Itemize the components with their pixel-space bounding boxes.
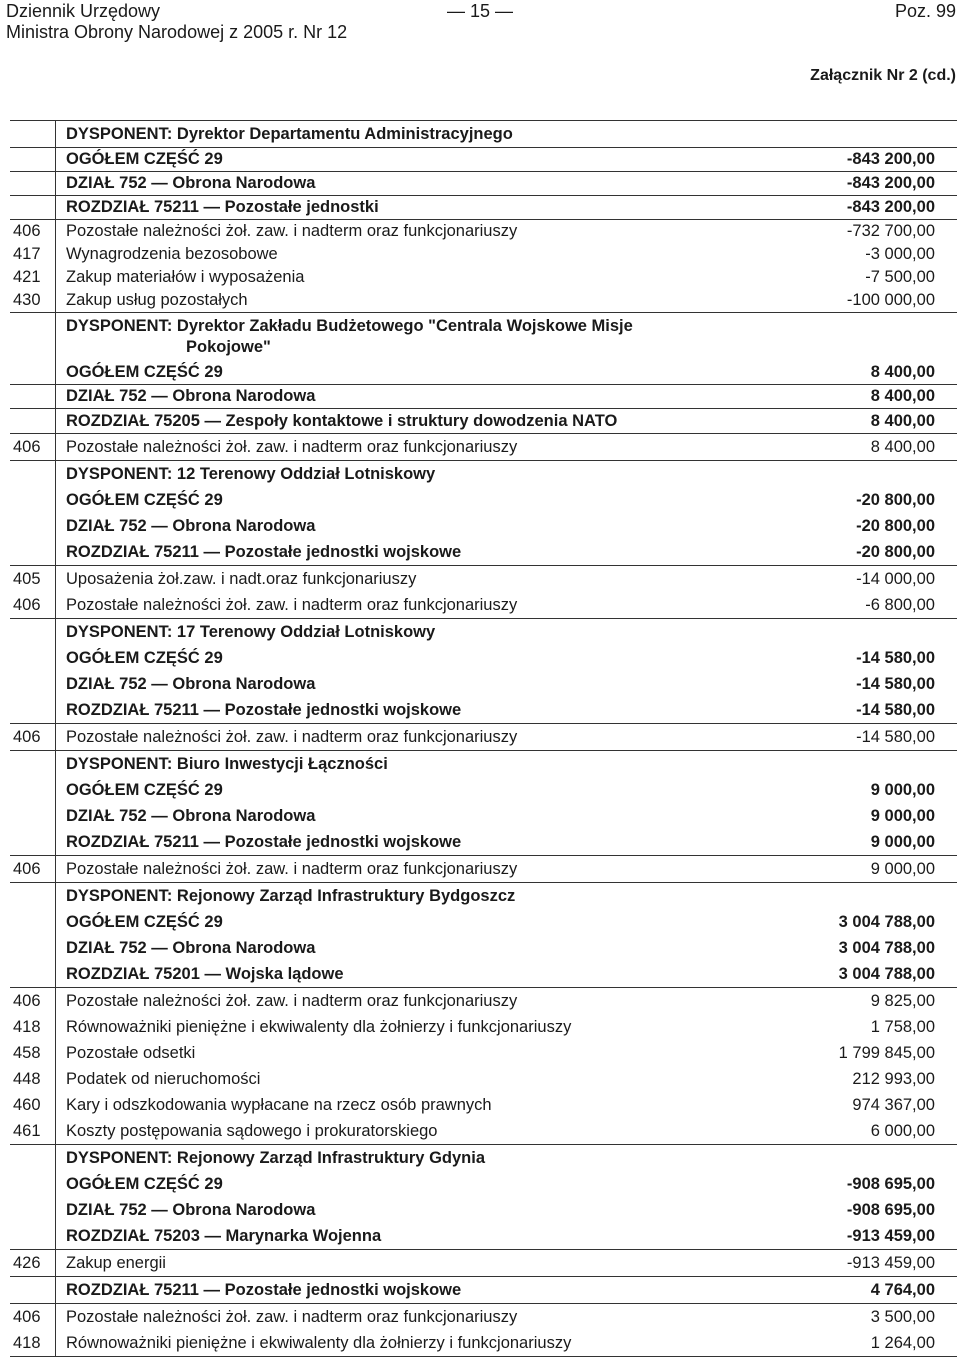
row-name: Pozostałe należności żoł. zaw. i nadterm oraz funkcjonariuszy	[66, 727, 518, 746]
row-amount: 1 264,00	[870, 1333, 935, 1352]
table-row	[10, 243, 957, 266]
row-amount: -20 800,00	[856, 542, 935, 561]
row-amount: 8 400,00	[870, 363, 935, 381]
row-code: 406	[13, 727, 41, 746]
row-name: Pozostałe należności żoł. zaw. i nadterm oraz funkcjonariuszy	[66, 437, 518, 456]
table-heading-row	[10, 361, 957, 384]
table-heading-row	[10, 1223, 957, 1249]
row-code: 458	[13, 1043, 41, 1062]
row-amount: 9 000,00	[870, 832, 935, 851]
row-amount: -908 695,00	[846, 1200, 935, 1219]
table-heading-row	[10, 1276, 957, 1303]
row-name: Pozostałe należności żoł. zaw. i nadterm oraz funkcjonariuszy	[66, 222, 518, 240]
row-name: Koszty postępowania sądowego i prokuratorskiego	[66, 1121, 438, 1140]
table-heading-row	[10, 384, 957, 408]
row-name: DYSPONENT: Dyrektor Departamentu Administracyjnego	[66, 124, 513, 143]
table-row	[10, 1040, 957, 1066]
row-name: ROZDZIAŁ 75211 — Pozostałe jednostki	[66, 198, 379, 216]
table-heading-row	[10, 1171, 957, 1197]
table-heading-row	[10, 618, 957, 645]
table-heading-row	[10, 147, 957, 171]
row-code: 430	[13, 291, 41, 309]
row-name: DZIAŁ 752 — Obrona Narodowa	[66, 938, 316, 957]
attachment-label: Załącznik Nr 2 (cd.)	[810, 67, 956, 84]
row-name: DZIAŁ 752 — Obrona Narodowa	[66, 516, 316, 535]
row-amount: 1 758,00	[870, 1017, 935, 1036]
row-name: DZIAŁ 752 — Obrona Narodowa	[66, 806, 316, 825]
table-heading-row	[10, 803, 957, 829]
table-heading-row	[10, 777, 957, 803]
row-name: Podatek od nieruchomości	[66, 1069, 261, 1088]
row-amount: -100 000,00	[846, 291, 935, 309]
table-heading-row	[10, 195, 957, 219]
table-heading-row	[10, 121, 957, 147]
row-name: ROZDZIAŁ 75211 — Pozostałe jednostki wojskowe	[66, 832, 462, 851]
table-heading-row	[10, 408, 957, 433]
page-number: — 15 —	[446, 1, 514, 21]
row-name: DZIAŁ 752 — Obrona Narodowa	[66, 1200, 316, 1219]
row-code: 406	[13, 991, 41, 1010]
row-amount: -14 580,00	[856, 700, 935, 719]
row-code: 417	[13, 245, 41, 263]
row-amount: -843 200,00	[846, 198, 935, 216]
row-name: ROZDZIAŁ 75201 — Wojska lądowe	[66, 964, 344, 983]
row-amount: 8 400,00	[870, 411, 935, 430]
row-name: DYSPONENT: 17 Terenowy Oddział Lotniskowy	[66, 622, 436, 641]
journal-title: Dziennik Urzędowy	[6, 1, 161, 21]
row-amount: -7 500,00	[865, 268, 935, 286]
row-name-line2: Pokojowe"	[186, 338, 271, 356]
row-name: OGÓŁEM CZĘŚĆ 29	[66, 648, 223, 667]
row-code: 460	[13, 1095, 41, 1114]
row-name: OGÓŁEM CZĘŚĆ 29	[66, 150, 223, 168]
row-amount: 8 400,00	[870, 437, 935, 456]
row-name: Równoważniki pieniężne i ekwiwalenty dla żołnierzy i funkcjonariuszy	[66, 1017, 572, 1036]
row-amount: -843 200,00	[846, 174, 935, 192]
row-amount: 212 993,00	[852, 1069, 935, 1088]
row-amount: -913 459,00	[846, 1226, 935, 1245]
row-amount: -843 200,00	[846, 150, 935, 168]
row-code: 406	[13, 595, 41, 614]
table-heading-row	[10, 697, 957, 723]
table-row	[10, 1092, 957, 1118]
table-heading-row	[10, 750, 957, 777]
row-amount: -20 800,00	[856, 516, 935, 535]
journal-subtitle: Ministra Obrony Narodowej z 2005 r. Nr 12	[6, 22, 348, 42]
row-name: ROZDZIAŁ 75203 — Marynarka Wojenna	[66, 1226, 382, 1245]
table-heading-row	[10, 460, 957, 487]
row-amount: 974 367,00	[852, 1095, 935, 1114]
row-amount: -913 459,00	[846, 1253, 935, 1272]
row-name: ROZDZIAŁ 75211 — Pozostałe jednostki wojskowe	[66, 542, 462, 561]
row-name: OGÓŁEM CZĘŚĆ 29	[66, 490, 223, 509]
row-name: OGÓŁEM CZĘŚĆ 29	[66, 912, 223, 931]
row-name: DZIAŁ 752 — Obrona Narodowa	[66, 674, 316, 693]
table-row	[10, 433, 957, 460]
table-heading-row	[10, 935, 957, 961]
row-amount: 9 000,00	[870, 780, 935, 799]
row-name: Pozostałe odsetki	[66, 1043, 196, 1062]
table-row	[10, 987, 957, 1014]
table-heading-row	[10, 1144, 957, 1171]
row-name: DYSPONENT: Rejonowy Zarząd Infrastruktury Bydgoszcz	[66, 886, 516, 905]
table-heading-row	[10, 961, 957, 987]
table-row	[10, 289, 957, 312]
row-amount: 6 000,00	[870, 1121, 935, 1140]
row-amount: 9 000,00	[870, 859, 935, 878]
row-code: 405	[13, 569, 41, 588]
table-heading-row	[10, 909, 957, 935]
row-amount: -908 695,00	[846, 1174, 935, 1193]
row-amount: -14 000,00	[856, 569, 935, 588]
row-code: 406	[13, 437, 41, 456]
row-name-line1: DYSPONENT: Dyrektor Zakładu Budżetowego "Centrala Wojskowe Misje	[66, 317, 633, 335]
row-amount: 1 799 845,00	[838, 1043, 935, 1062]
row-name: DYSPONENT: Biuro Inwestycji Łączności	[66, 754, 388, 773]
row-amount: 4 764,00	[870, 1280, 935, 1299]
row-amount: -20 800,00	[856, 490, 935, 509]
table-heading-row	[10, 645, 957, 671]
row-amount: 9 000,00	[870, 806, 935, 825]
table-row	[10, 1066, 957, 1092]
row-name: DZIAŁ 752 — Obrona Narodowa	[66, 387, 316, 405]
row-name: DYSPONENT: Rejonowy Zarząd Infrastruktury Gdynia	[66, 1148, 485, 1167]
table-heading-row	[10, 513, 957, 539]
row-name: Zakup usług pozostałych	[66, 291, 248, 309]
row-amount: -6 800,00	[865, 595, 935, 614]
row-name	[56, 316, 705, 358]
row-name: Pozostałe należności żoł. zaw. i nadterm oraz funkcjonariuszy	[66, 1307, 518, 1326]
table-row	[10, 219, 957, 243]
table-row	[10, 723, 957, 750]
budget-table	[10, 120, 957, 1357]
row-code: 406	[13, 859, 41, 878]
row-name: Uposażenia żoł.zaw. i nadt.oraz funkcjonariuszy	[66, 569, 417, 588]
table-row	[10, 855, 957, 882]
row-name: ROZDZIAŁ 75211 — Pozostałe jednostki wojskowe	[66, 1280, 462, 1299]
row-amount: -14 580,00	[856, 674, 935, 693]
row-amount: 8 400,00	[870, 387, 935, 405]
row-name: Pozostałe należności żoł. zaw. i nadterm oraz funkcjonariuszy	[66, 595, 518, 614]
row-code: 418	[13, 1017, 41, 1036]
row-code: 418	[13, 1333, 41, 1352]
row-name: Pozostałe należności żoł. zaw. i nadterm oraz funkcjonariuszy	[66, 859, 518, 878]
row-amount: 3 500,00	[870, 1307, 935, 1326]
table-heading-row	[10, 539, 957, 565]
row-name: Wynagrodzenia bezosobowe	[66, 245, 278, 263]
row-amount: 3 004 788,00	[838, 938, 935, 957]
row-amount: -14 580,00	[856, 727, 935, 746]
table-row	[10, 1330, 957, 1356]
row-amount: -3 000,00	[865, 245, 935, 263]
row-name: DYSPONENT: 12 Terenowy Oddział Lotniskowy	[66, 464, 436, 483]
row-name: OGÓŁEM CZĘŚĆ 29	[66, 780, 223, 799]
table-heading-row	[10, 882, 957, 909]
table-heading-row	[10, 671, 957, 697]
table-row	[10, 592, 957, 618]
table-heading-row	[10, 312, 957, 361]
table-row	[10, 266, 957, 289]
table-heading-row	[10, 171, 957, 195]
table-heading-row	[10, 1197, 957, 1223]
table-row	[10, 1014, 957, 1040]
row-amount: -14 580,00	[856, 648, 935, 667]
table-row	[10, 1249, 957, 1276]
row-name: OGÓŁEM CZĘŚĆ 29	[66, 363, 223, 381]
row-code: 406	[13, 222, 41, 240]
table-row	[10, 1118, 957, 1144]
row-name: Równoważniki pieniężne i ekwiwalenty dla żołnierzy i funkcjonariuszy	[66, 1333, 572, 1352]
row-name: OGÓŁEM CZĘŚĆ 29	[66, 1174, 223, 1193]
table-heading-row	[10, 829, 957, 855]
table-heading-row	[10, 487, 957, 513]
row-name: Zakup materiałów i wyposażenia	[66, 268, 305, 286]
row-name: DZIAŁ 752 — Obrona Narodowa	[66, 174, 316, 192]
table-row	[10, 565, 957, 592]
row-code: 406	[13, 1307, 41, 1326]
row-code: 448	[13, 1069, 41, 1088]
position-label: Poz. 99	[894, 1, 956, 21]
row-code: 421	[13, 268, 41, 286]
row-name: Kary i odszkodowania wypłacane na rzecz osób prawnych	[66, 1095, 492, 1114]
row-name: ROZDZIAŁ 75211 — Pozostałe jednostki wojskowe	[66, 700, 462, 719]
row-amount: 9 825,00	[870, 991, 935, 1010]
row-amount: 3 004 788,00	[838, 912, 935, 931]
row-name: Pozostałe należności żoł. zaw. i nadterm oraz funkcjonariuszy	[66, 991, 518, 1010]
row-name: Zakup energii	[66, 1253, 166, 1272]
row-amount: 3 004 788,00	[838, 964, 935, 983]
row-name: ROZDZIAŁ 75205 — Zespoły kontaktowe i struktury dowodzenia NATO	[66, 411, 618, 430]
row-amount: -732 700,00	[846, 222, 935, 240]
table-row	[10, 1303, 957, 1330]
row-code: 461	[13, 1121, 41, 1140]
row-code: 426	[13, 1253, 41, 1272]
